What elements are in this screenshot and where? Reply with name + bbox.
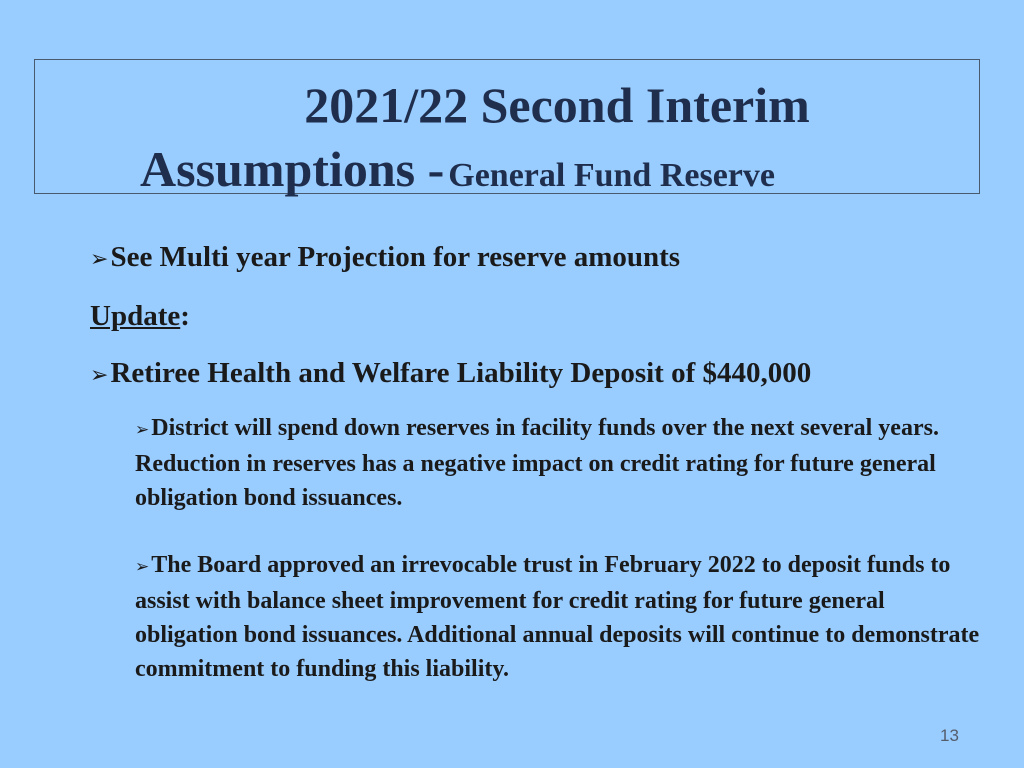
update-colon: : (180, 300, 190, 332)
slide-title-line2 (140, 140, 775, 198)
update-heading (90, 299, 190, 333)
bullet-retiree-deposit (90, 356, 811, 393)
update-label: Update (90, 300, 181, 332)
title-box (34, 59, 980, 197)
arrowhead-bullet-icon: ➢ (135, 420, 150, 440)
slide-title-subtitle: General Fund Reserve (448, 157, 775, 194)
sub-bullet-text: The Board approved an irrevocable trust in February 2022 to deposit funds to assist with balance sheet improvement for credit rating for future general obligation bond issuances. Additional annual deposits will continue to demonstrate commitment to funding this liability. (135, 552, 980, 682)
sub-bullet-irrevocable-trust (135, 548, 985, 686)
bullet-text: See Multi year Projection for reserve amounts (110, 241, 681, 273)
slide-title-line1: 2021/22 Second Interim (304, 77, 810, 133)
page-number: 13 (940, 726, 959, 745)
sub-bullet-facility-reserves (135, 411, 985, 515)
bullet-multi-year-projection (90, 240, 680, 277)
arrowhead-bullet-icon: ➢ (90, 247, 109, 272)
sub-bullet-text: District will spend down reserves in facility funds over the next several years. Reduction in reserves has a negative impact on credit rating for future general obligation bond issuances. (135, 415, 939, 511)
slide-title-main: Assumptions - (140, 141, 445, 197)
arrowhead-bullet-icon: ➢ (135, 557, 150, 577)
arrowhead-bullet-icon: ➢ (90, 363, 109, 388)
bullet-text: Retiree Health and Welfare Liability Deposit of $440,000 (110, 357, 812, 389)
